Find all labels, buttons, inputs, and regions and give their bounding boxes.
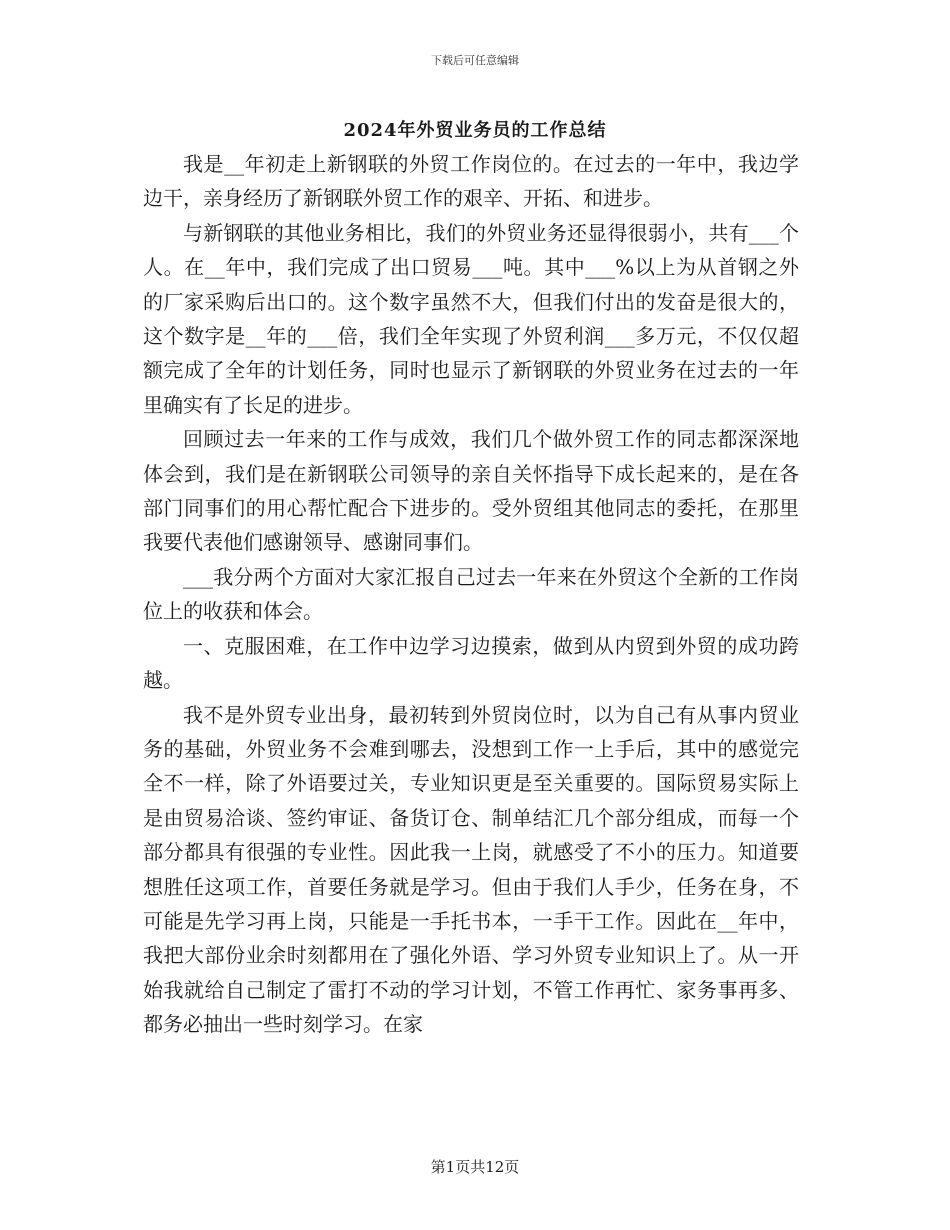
page-header-note: 下载后可任意编辑 — [431, 54, 519, 67]
paragraph: 回顾过去一年来的工作与成效，我们几个做外贸工作的同志都深深地体会到，我们是在新钢联公司领导的亲自关怀指导下成长起来的，是在各部门同事们的用心帮忙配合下进步的。受外贸组其他同志的委托，在那里我要代表他们感谢领导、感谢同事们。 — [143, 427, 799, 555]
page-number: 第1页共12页 — [430, 1158, 520, 1176]
document-body — [143, 147, 799, 1042]
paragraph: 与新钢联的其他业务相比，我们的外贸业务还显得很弱小，共有___个人。在__年中，我们完成了出口贸易___吨。其中___%以上为从首钢之外的厂家采购后出口的。这个数字虽然不大，但我们付出的发奋是很大的，这个数字是__年的___倍，我们全年实现了外贸利润___多万元，不仅仅超额完成了全年的计划任务，同时也显示了新钢联的外贸业务在过去的一年里确实有了长足的进步。 — [143, 220, 799, 417]
paragraph: 我不是外贸专业出身，最初转到外贸岗位时，以为自己有从事内贸业务的基础，外贸业务不会难到哪去，没想到工作一上手后，其中的感觉完全不一样，除了外语要过关，专业知识更是至关重要的。国际贸易实际上是由贸易洽谈、签约审证、备货订仓、制单结汇几个部分组成，而每一个部分都具有很强的专业性。因此我一上岗，就感受了不小的压力。知道要想胜任这项工作，首要任务就是学习。但由于我们人手少，任务在身，不可能是先学习再上岗，只能是一手托书本，一手干工作。因此在__年中，我把大部份业余时刻都用在了强化外语、学习外贸专业知识上了。从一开始我就给自己制定了雷打不动的学习计划，不管工作再忙、家务事再多、都务必抽出一些时刻学习。在家 — [143, 702, 799, 1037]
paragraph: 我是__年初走上新钢联的外贸工作岗位的。在过去的一年中，我边学边干，亲身经历了新钢联外贸工作的艰辛、开拓、和进步。 — [143, 152, 799, 211]
document-title: 2024年外贸业务员的工作总结 — [343, 120, 607, 141]
section-heading: 一、克服困难，在工作中边学习边摸索，做到从内贸到外贸的成功跨越。 — [143, 633, 799, 693]
paragraph: ___我分两个方面对大家汇报自己过去一年来在外贸这个全新的工作岗位上的收获和体会。 — [143, 564, 799, 624]
